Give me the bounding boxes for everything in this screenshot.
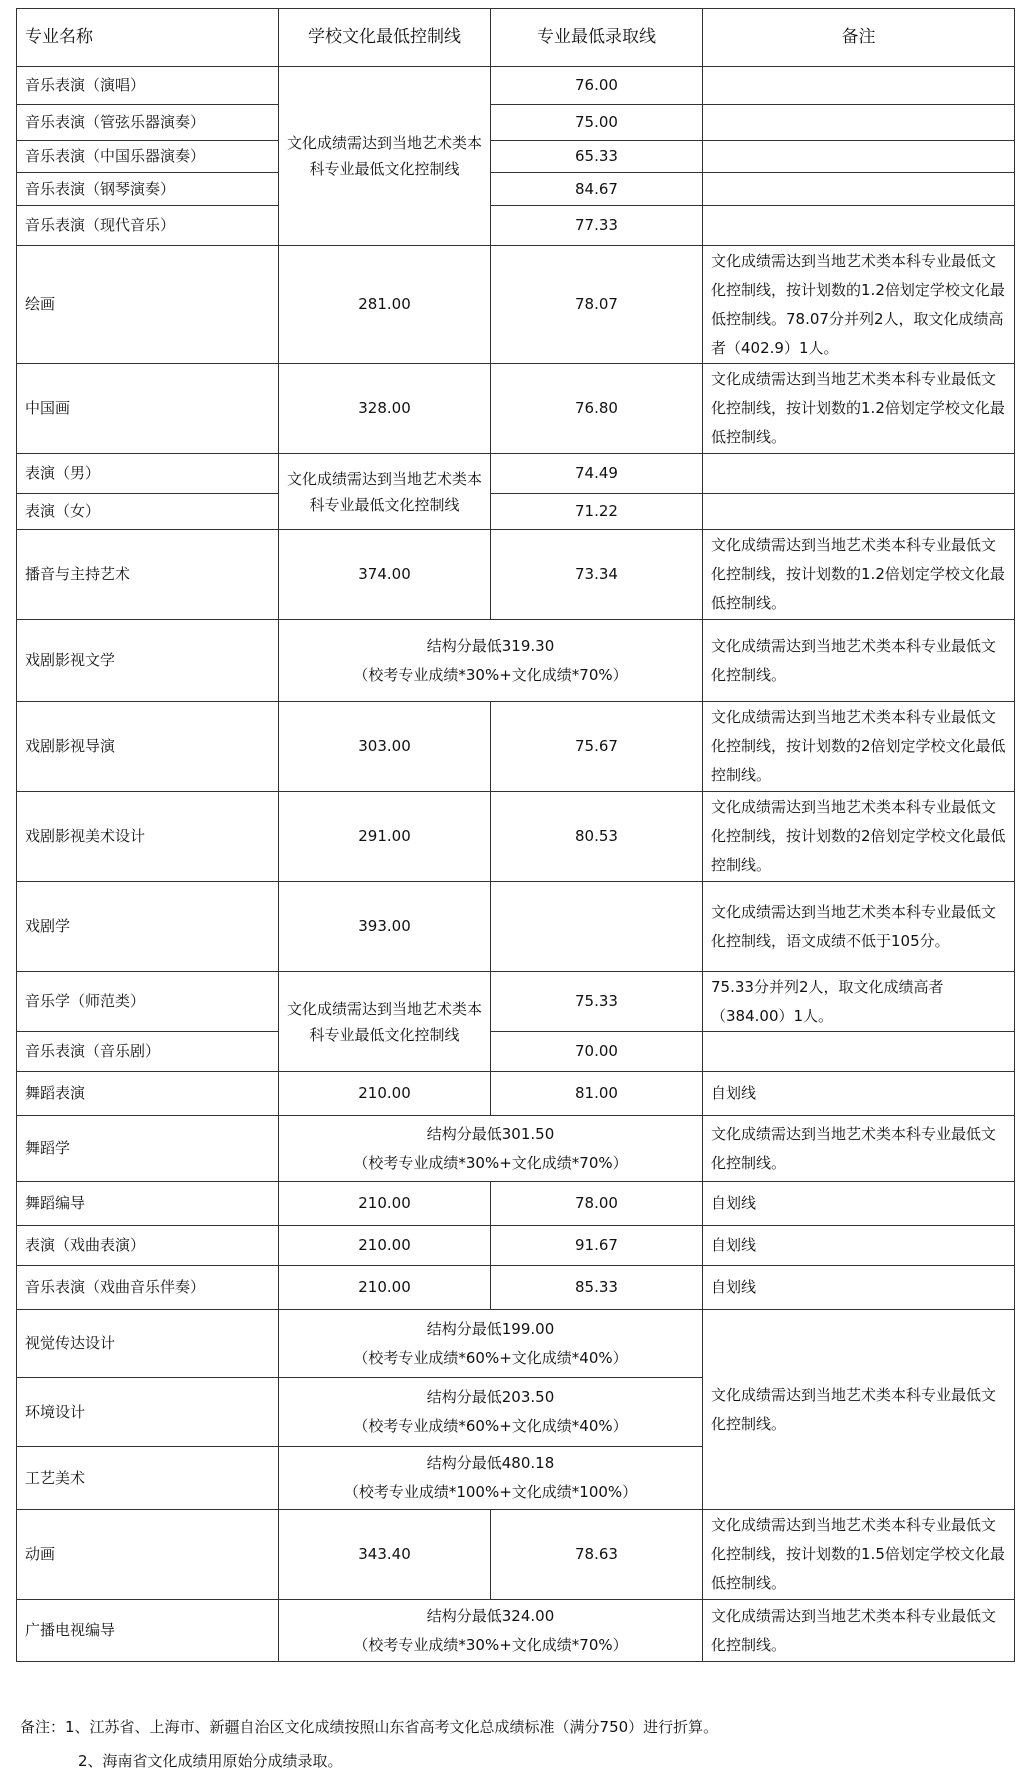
major-cell: 表演（戏曲表演） (17, 1226, 279, 1266)
combined-score-cell (279, 1378, 703, 1447)
control-cell: 343.40 (279, 1510, 491, 1600)
table-row (17, 620, 1015, 702)
major-cell: 中国画 (17, 364, 279, 454)
major-cell: 戏剧影视导演 (17, 702, 279, 792)
combined-score-line: 结构分最低319.30 (426, 636, 555, 655)
major-cell: 舞蹈表演 (17, 1072, 279, 1116)
control-cell: 210.00 (279, 1266, 491, 1310)
combined-score-line: 结构分最低199.00 (426, 1319, 555, 1338)
table-row (17, 1116, 1015, 1182)
score-cell: 75.33 (491, 972, 703, 1032)
header-school-control: 学校文化最低控制线 (279, 9, 491, 67)
table-row (17, 1226, 1015, 1266)
table-row (17, 364, 1015, 454)
table-row (17, 1182, 1015, 1226)
major-cell: 绘画 (17, 246, 279, 364)
control-cell-shared: 文化成绩需达到当地艺术类本科专业最低文化控制线 (279, 454, 491, 530)
major-cell: 视觉传达设计 (17, 1310, 279, 1378)
major-cell: 动画 (17, 1510, 279, 1600)
combined-formula-line: （校考专业成绩*30%+文化成绩*70%） (353, 1153, 628, 1172)
major-cell: 舞蹈学 (17, 1116, 279, 1182)
table-row (17, 702, 1015, 792)
control-cell: 374.00 (279, 530, 491, 620)
combined-formula-line: （校考专业成绩*60%+文化成绩*40%） (353, 1417, 628, 1435)
score-cell: 70.00 (491, 1032, 703, 1072)
footnote-1: 备注：1、江苏省、上海市、新疆自治区文化成绩按照山东省高考文化总成绩标准（满分750）进行折算。 (20, 1718, 719, 1736)
note-cell: 自划线 (703, 1072, 1015, 1116)
combined-score-cell (279, 1600, 703, 1662)
major-cell: 环境设计 (17, 1378, 279, 1447)
major-cell: 音乐表演（钢琴演奏） (17, 173, 279, 206)
combined-score-cell (279, 1447, 703, 1510)
combined-score-cell (279, 1310, 703, 1378)
score-cell: 76.80 (491, 364, 703, 454)
header-row (17, 9, 1015, 67)
note-cell (703, 67, 1015, 105)
footnote-2: 2、海南省文化成绩用原始分成绩录取。 (78, 1752, 343, 1770)
control-cell: 210.00 (279, 1182, 491, 1226)
control-cell: 328.00 (279, 364, 491, 454)
note-cell (703, 173, 1015, 206)
control-cell: 291.00 (279, 792, 491, 882)
major-cell: 广播电视编导 (17, 1600, 279, 1662)
table-row (17, 1266, 1015, 1310)
table-row (17, 1600, 1015, 1662)
major-cell: 工艺美术 (17, 1447, 279, 1510)
combined-formula-line: （校考专业成绩*30%+文化成绩*70%） (353, 1635, 628, 1654)
note-cell: 文化成绩需达到当地艺术类本科专业最低文化控制线。 (703, 620, 1015, 702)
table-row (17, 206, 1015, 246)
score-cell: 78.07 (491, 246, 703, 364)
note-cell: 文化成绩需达到当地艺术类本科专业最低文化控制线。 (703, 1600, 1015, 1662)
score-cell: 65.33 (491, 141, 703, 173)
note-cell: 自划线 (703, 1266, 1015, 1310)
control-cell-shared: 文化成绩需达到当地艺术类本科专业最低文化控制线 (279, 67, 491, 246)
table-row (17, 141, 1015, 173)
control-cell-shared: 文化成绩需达到当地艺术类本科专业最低文化控制线 (279, 972, 491, 1072)
combined-formula-line: （校考专业成绩*60%+文化成绩*40%） (353, 1348, 628, 1367)
major-cell: 表演（女） (17, 494, 279, 530)
control-cell: 393.00 (279, 882, 491, 972)
score-cell: 78.00 (491, 1182, 703, 1226)
table-row (17, 1310, 1015, 1378)
score-cell: 80.53 (491, 792, 703, 882)
major-cell: 表演（男） (17, 454, 279, 494)
combined-formula-line: （校考专业成绩*100%+文化成绩*100%） (343, 1483, 638, 1501)
note-cell: 文化成绩需达到当地艺术类本科专业最低文化控制线，按计划数的1.2倍划定学校文化最低控制线。78.07分并列2人，取文化成绩高者（402.9）1人。 (703, 246, 1015, 364)
header-min-score: 专业最低录取线 (491, 9, 703, 67)
score-cell: 91.67 (491, 1226, 703, 1266)
header-notes: 备注 (703, 9, 1015, 67)
note-cell: 文化成绩需达到当地艺术类本科专业最低文化控制线，按计划数的2倍划定学校文化最低控制线。 (703, 792, 1015, 882)
note-cell (703, 454, 1015, 494)
score-cell: 76.00 (491, 67, 703, 105)
note-cell: 文化成绩需达到当地艺术类本科专业最低文化控制线，按计划数的1.5倍划定学校文化最低控制线。 (703, 1510, 1015, 1600)
combined-formula-line: （校考专业成绩*30%+文化成绩*70%） (353, 665, 628, 684)
table-row (17, 972, 1015, 1032)
note-cell: 自划线 (703, 1226, 1015, 1266)
score-cell: 75.67 (491, 702, 703, 792)
combined-score-line: 结构分最低480.18 (426, 1454, 555, 1472)
score-cell: 85.33 (491, 1266, 703, 1310)
control-cell: 303.00 (279, 702, 491, 792)
major-cell: 戏剧影视文学 (17, 620, 279, 702)
table-row (17, 105, 1015, 141)
note-cell (703, 494, 1015, 530)
major-cell: 音乐表演（管弦乐器演奏） (17, 105, 279, 141)
major-cell: 戏剧学 (17, 882, 279, 972)
note-cell-shared: 文化成绩需达到当地艺术类本科专业最低文化控制线。 (703, 1310, 1015, 1510)
note-cell: 文化成绩需达到当地艺术类本科专业最低文化控制线，语文成绩不低于105分。 (703, 882, 1015, 972)
score-cell (491, 882, 703, 972)
note-cell (703, 105, 1015, 141)
combined-score-cell (279, 620, 703, 702)
note-cell (703, 1032, 1015, 1072)
note-cell: 文化成绩需达到当地艺术类本科专业最低文化控制线。 (703, 1116, 1015, 1182)
major-cell: 音乐学（师范类） (17, 972, 279, 1032)
table-row (17, 530, 1015, 620)
major-cell: 播音与主持艺术 (17, 530, 279, 620)
combined-score-line: 结构分最低301.50 (426, 1124, 555, 1143)
major-cell: 音乐表演（演唱） (17, 67, 279, 105)
table-row (17, 1072, 1015, 1116)
table-row (17, 1510, 1015, 1600)
major-cell: 音乐表演（音乐剧） (17, 1032, 279, 1072)
score-cell: 81.00 (491, 1072, 703, 1116)
table-row (17, 882, 1015, 972)
table-row (17, 454, 1015, 494)
combined-score-line: 结构分最低203.50 (426, 1388, 555, 1406)
score-cell: 73.34 (491, 530, 703, 620)
score-cell: 74.49 (491, 454, 703, 494)
score-cell: 78.63 (491, 1510, 703, 1600)
combined-score-line: 结构分最低324.00 (426, 1606, 555, 1625)
note-cell: 文化成绩需达到当地艺术类本科专业最低文化控制线，按计划数的1.2倍划定学校文化最低控制线。 (703, 530, 1015, 620)
combined-score-cell (279, 1116, 703, 1182)
note-cell: 75.33分并列2人，取文化成绩高者（384.00）1人。 (703, 972, 1015, 1032)
score-cell: 77.33 (491, 206, 703, 246)
major-cell: 戏剧影视美术设计 (17, 792, 279, 882)
header-major: 专业名称 (17, 9, 279, 67)
admission-score-table (16, 8, 1015, 1662)
control-cell: 210.00 (279, 1226, 491, 1266)
note-cell (703, 141, 1015, 173)
major-cell: 音乐表演（戏曲音乐伴奏） (17, 1266, 279, 1310)
score-cell: 75.00 (491, 105, 703, 141)
note-cell: 文化成绩需达到当地艺术类本科专业最低文化控制线，按计划数的1.2倍划定学校文化最低控制线。 (703, 364, 1015, 454)
control-cell: 210.00 (279, 1072, 491, 1116)
major-cell: 音乐表演（现代音乐） (17, 206, 279, 246)
major-cell: 音乐表演（中国乐器演奏） (17, 141, 279, 173)
table-row (17, 494, 1015, 530)
table-row (17, 1032, 1015, 1072)
score-cell: 71.22 (491, 494, 703, 530)
table-row (17, 67, 1015, 105)
table-row (17, 792, 1015, 882)
note-cell: 自划线 (703, 1182, 1015, 1226)
table-row (17, 246, 1015, 364)
major-cell: 舞蹈编导 (17, 1182, 279, 1226)
table-row (17, 173, 1015, 206)
control-cell: 281.00 (279, 246, 491, 364)
note-cell: 文化成绩需达到当地艺术类本科专业最低文化控制线，按计划数的2倍划定学校文化最低控制线。 (703, 702, 1015, 792)
note-cell (703, 206, 1015, 246)
score-cell: 84.67 (491, 173, 703, 206)
